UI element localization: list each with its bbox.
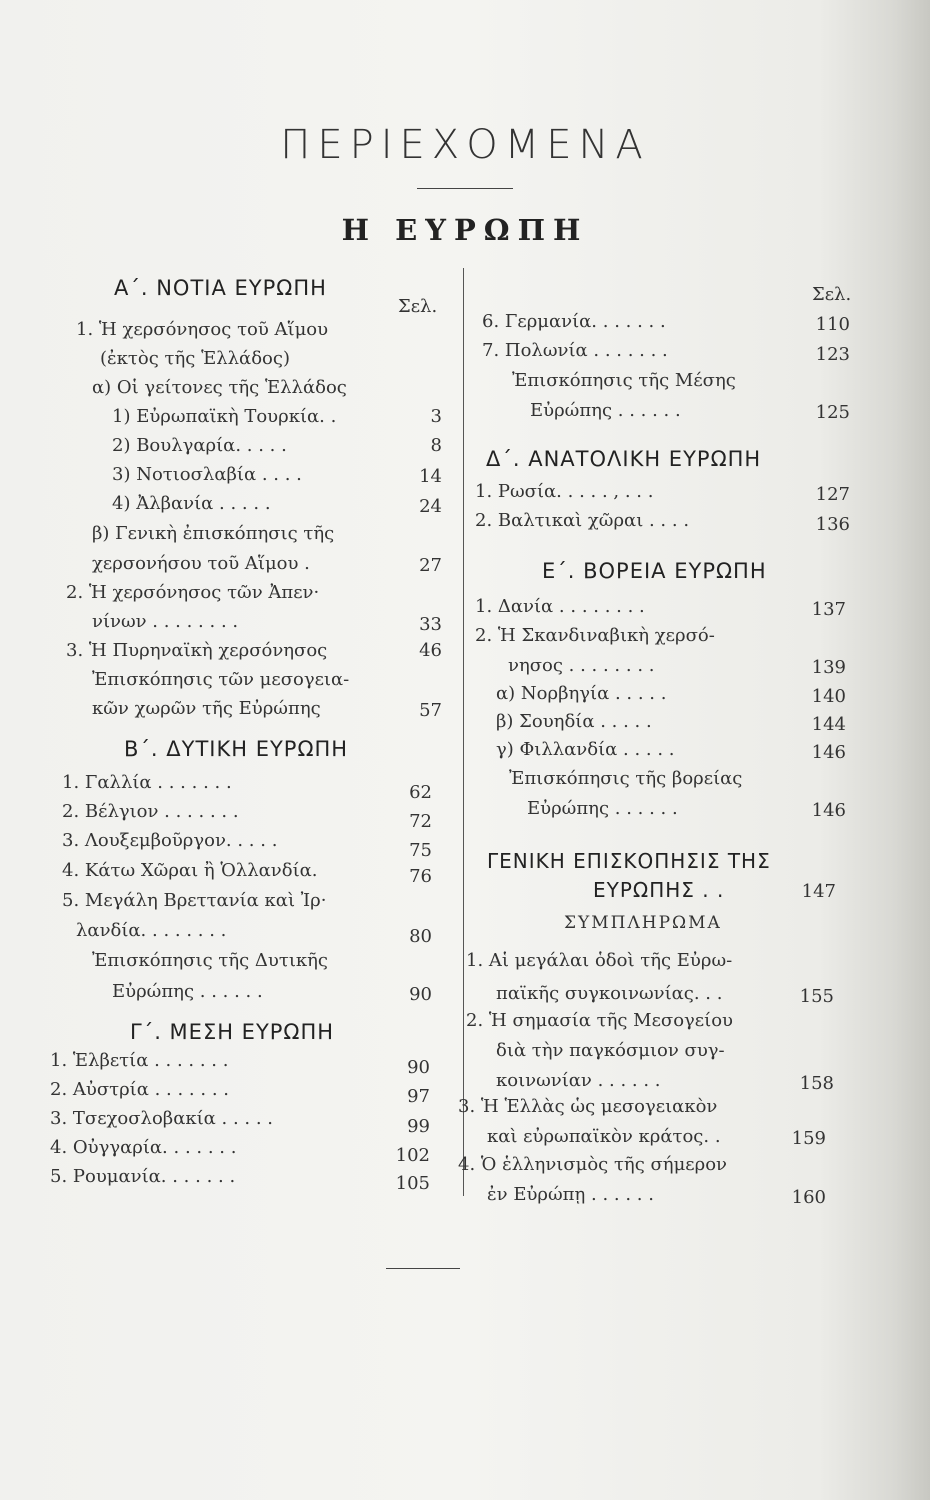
toc-entry: β) Σουηδία . . . . . (496, 711, 652, 732)
toc-entry: 2. Βέλγιον . . . . . . . (62, 801, 239, 822)
toc-page: 125 (815, 402, 850, 423)
toc-entry: 3. Τσεχοσλοβακία . . . . . (50, 1108, 274, 1129)
part-title: Η ΕΥΡΩΠΗ (341, 213, 589, 247)
toc-page: 110 (815, 314, 850, 335)
general-overview-heading-cont: ΕΥΡΩΠΗΣ . . (593, 878, 725, 902)
toc-page: 90 (409, 984, 432, 1005)
toc-page: 137 (811, 599, 846, 620)
toc-entry: 6. Γερμανία. . . . . . . (482, 311, 666, 332)
toc-page: 144 (811, 714, 846, 735)
toc-entry: α) Νορβηγία . . . . . (496, 683, 667, 704)
toc-page: 140 (811, 686, 846, 707)
toc-page: 75 (409, 840, 432, 861)
toc-page: 57 (419, 700, 442, 721)
column-divider (463, 268, 464, 1196)
toc-entry: 1. Ἑλβετία . . . . . . . (50, 1050, 229, 1071)
toc-entry: 3. Ἡ Πυρηναϊκὴ χερσόνησος (66, 640, 328, 661)
toc-page: 158 (799, 1073, 834, 1094)
supplement-heading: ΣΥΜΠΛΗΡΩΜΑ (564, 913, 722, 933)
toc-entry: (ἐκτὸς τῆς Ἑλλάδος) (100, 348, 290, 369)
toc-entry: Ἐπισκόπησις τῶν μεσογεια- (92, 669, 350, 690)
toc-entry: 7. Πολωνία . . . . . . . (482, 340, 668, 361)
toc-entry: 1) Εὐρωπαϊκὴ Τουρκία. . (112, 406, 337, 427)
toc-page: 159 (791, 1128, 826, 1149)
toc-entry: κῶν χωρῶν τῆς Εὐρώπης (92, 698, 321, 719)
toc-entry: Εὐρώπης . . . . . . (112, 981, 263, 1002)
section-heading-south: Α΄. ΝΟΤΙΑ ΕΥΡΩΠΗ (114, 276, 327, 300)
toc-page: 155 (799, 986, 834, 1007)
section-heading-east: Δ΄. ΑΝΑΤΟΛΙΚΗ ΕΥΡΩΠΗ (486, 447, 762, 471)
toc-entry: κοινωνίαν . . . . . . (496, 1070, 661, 1091)
toc-entry: 4. Ὁ ἑλληνισμὸς τῆς σήμερον (458, 1154, 727, 1175)
toc-page: 72 (409, 811, 432, 832)
toc-page: 136 (815, 514, 850, 535)
toc-entry: 3) Νοτιοσλαβία . . . . (112, 464, 302, 485)
toc-entry: 2. Ἡ Σκανδιναβικὴ χερσό- (475, 625, 715, 646)
toc-entry: 5. Ρουμανία. . . . . . . (50, 1166, 236, 1187)
toc-page: 127 (815, 484, 850, 505)
toc-page: 105 (395, 1173, 430, 1194)
toc-entry: 3. Ἡ Ἑλλὰς ὡς μεσογειακὸν (458, 1096, 718, 1117)
toc-page: 24 (419, 496, 442, 517)
toc-entry: Ἐπισκόπησις τῆς Δυτικῆς (92, 950, 328, 971)
toc-entry: 5. Μεγάλη Βρεττανία καὶ Ἰρ· (62, 890, 327, 911)
page-title: ΠΕΡΙΕΧΟΜΕΝΑ (280, 122, 650, 168)
toc-entry: Ἐπισκόπησις τῆς βορείας (509, 768, 743, 789)
toc-page: 62 (409, 782, 432, 803)
title-divider (417, 188, 513, 189)
toc-entry: 3. Λουξεμβοῦργον. . . . . (62, 830, 278, 851)
toc-entry: διὰ τὴν παγκόσμιον συγ- (496, 1040, 725, 1061)
toc-page: 46 (419, 640, 442, 661)
general-overview-heading: ΓΕΝΙΚΗ ΕΠΙΣΚΟΠΗΣΙΣ ΤΗΣ (487, 849, 771, 873)
section-heading-west: Β΄. ΔΥΤΙΚΗ ΕΥΡΩΠΗ (124, 737, 349, 761)
toc-entry: 4. Οὐγγαρία. . . . . . . (50, 1137, 237, 1158)
toc-page: 76 (409, 866, 432, 887)
page-label-left: Σελ. (398, 296, 438, 317)
toc-entry: 2. Ἡ σημασία τῆς Μεσογείου (466, 1010, 733, 1031)
toc-entry: 1. Ρωσία. . . . . , . . . (475, 481, 654, 502)
toc-entry: 2. Αὐστρία . . . . . . . (50, 1079, 229, 1100)
toc-page: 146 (811, 800, 846, 821)
toc-entry: ἐν Εὐρώπῃ . . . . . . (487, 1184, 654, 1205)
toc-entry: παϊκῆς συγκοινωνίας. . . (496, 983, 723, 1004)
toc-entry: β) Γενικὴ ἐπισκόπησις τῆς (92, 523, 335, 544)
toc-entry: Εὐρώπης . . . . . . (527, 798, 678, 819)
toc-entry: 1. Δανία . . . . . . . . (475, 596, 645, 617)
toc-entry: Εὐρώπης . . . . . . (530, 400, 681, 421)
toc-page: 33 (419, 614, 442, 635)
toc-entry: 4. Κάτω Χῶραι ἢ Ὁλλανδία. (62, 860, 318, 881)
toc-entry: 4) Ἀλβανία . . . . . (112, 493, 271, 514)
toc-page: 139 (811, 657, 846, 678)
toc-entry: 2. Ἡ χερσόνησος τῶν Ἀπεν· (66, 582, 320, 603)
end-divider (386, 1268, 460, 1269)
toc-entry: 2) Βουλγαρία. . . . . (112, 435, 287, 456)
toc-page: 80 (409, 926, 432, 947)
toc-entry: καὶ εὐρωπαϊκὸν κράτος. . (487, 1126, 721, 1147)
toc-entry: Ἐπισκόπησις τῆς Μέσης (512, 370, 736, 391)
toc-entry: 2. Βαλτικαὶ χῶραι . . . . (475, 510, 690, 531)
toc-entry: νίνων . . . . . . . . (92, 611, 239, 632)
section-heading-north: Ε΄. ΒΟΡΕΙΑ ΕΥΡΩΠΗ (542, 559, 767, 583)
toc-entry: α) Οἱ γείτονες τῆς Ἑλλάδος (92, 377, 347, 398)
toc-page: 160 (791, 1187, 826, 1208)
section-heading-central: Γ΄. ΜΕΣΗ ΕΥΡΩΠΗ (130, 1020, 335, 1044)
toc-page: 97 (407, 1086, 430, 1107)
toc-entry: 1. Ἡ χερσόνησος τοῦ Αἵμου (76, 319, 329, 340)
toc-entry: γ) Φιλλανδία . . . . . (496, 739, 675, 760)
toc-page: 99 (407, 1116, 430, 1137)
toc-entry: 1. Γαλλία . . . . . . . (62, 772, 232, 793)
toc-page: 14 (419, 466, 442, 487)
toc-page: 147 (801, 881, 836, 902)
toc-page: 123 (815, 344, 850, 365)
toc-entry: 1. Αἱ μεγάλαι ὁδοὶ τῆς Εὐρω- (466, 950, 733, 971)
toc-entry: χερσονήσου τοῦ Αἵμου . (92, 553, 310, 574)
toc-entry: νησος . . . . . . . . (508, 655, 655, 676)
toc-page: 102 (395, 1145, 430, 1166)
toc-page: 146 (811, 742, 846, 763)
page-label-right: Σελ. (812, 284, 852, 305)
toc-entry: λανδία. . . . . . . . (76, 920, 227, 941)
toc-page: 90 (407, 1057, 430, 1078)
toc-page: 27 (419, 555, 442, 576)
toc-page: 8 (430, 435, 442, 456)
toc-page: 3 (430, 406, 442, 427)
